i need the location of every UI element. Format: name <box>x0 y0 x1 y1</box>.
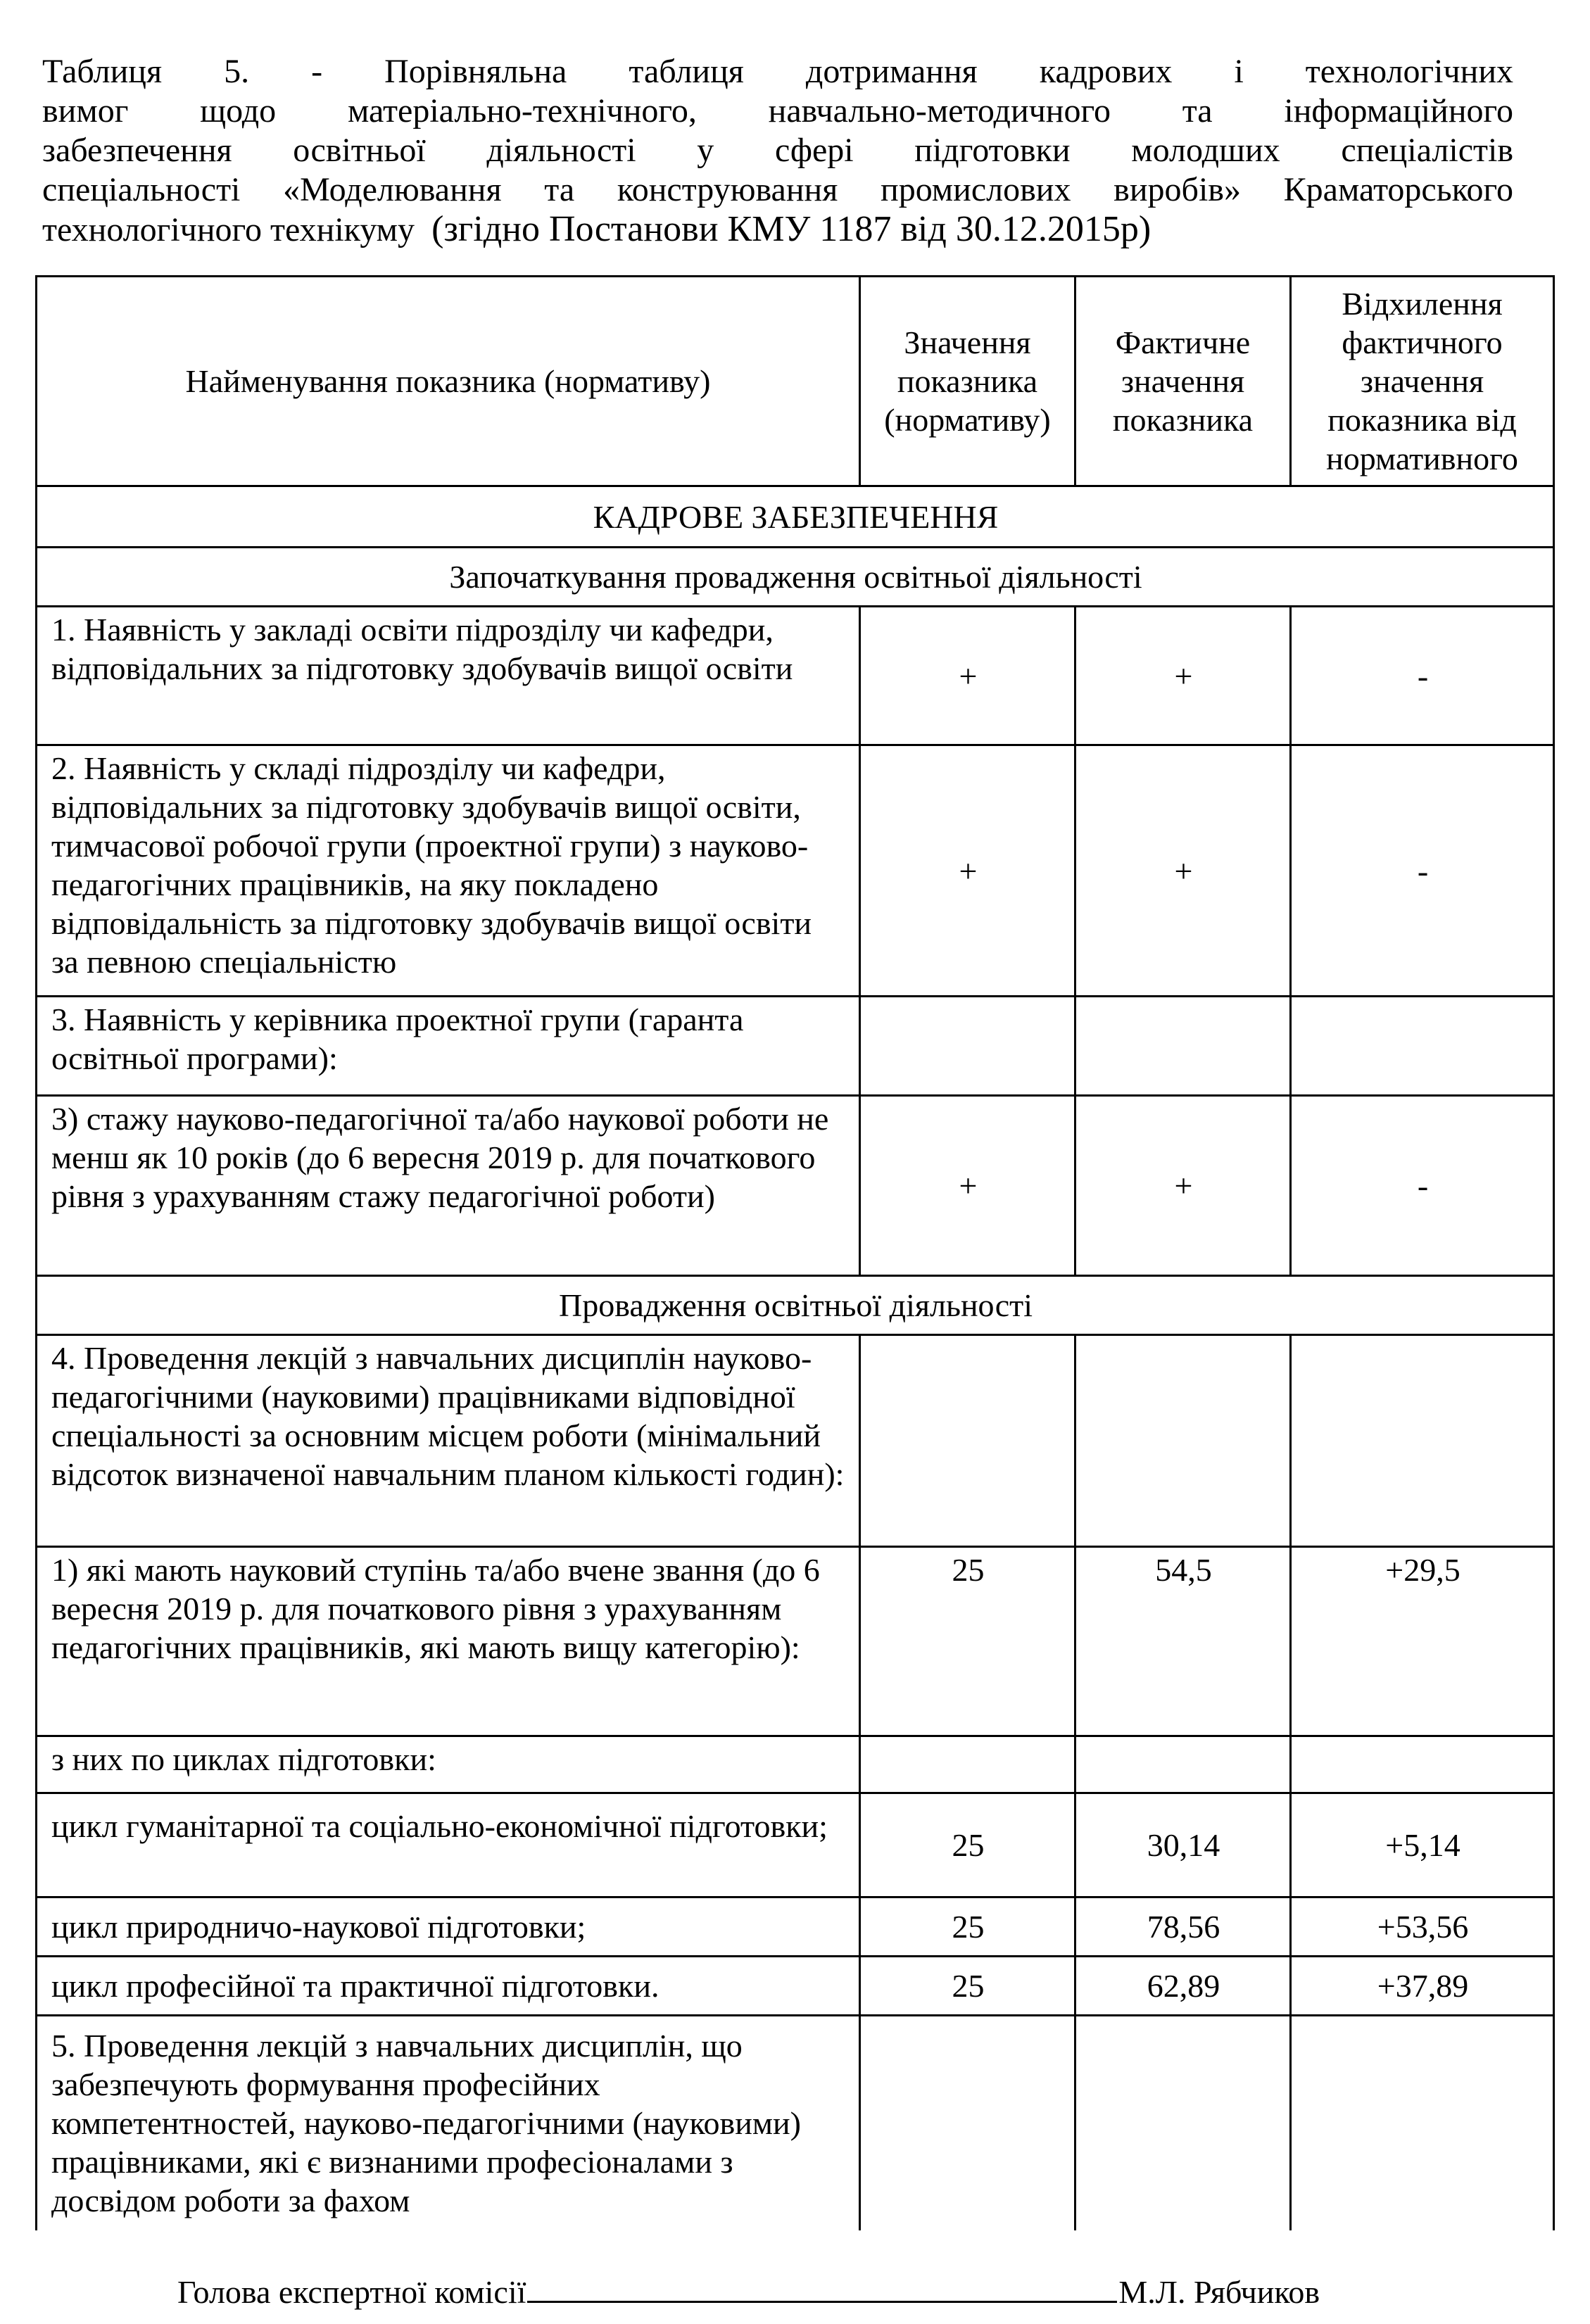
row-deviation <box>1291 1736 1554 1793</box>
row-norm: 25 <box>860 1793 1075 1897</box>
caption-line-5a: технологічного технікуму <box>42 211 415 248</box>
row-norm: + <box>860 1096 1075 1276</box>
row-actual <box>1075 1736 1291 1793</box>
table-row <box>37 1793 1554 1897</box>
row-norm: 25 <box>860 1957 1075 2016</box>
table-caption <box>42 52 1513 250</box>
row-name: 1. Наявність у закладі освіти підрозділу чи кафедри, відповідальних за підготовку здобувачів вищої освіти <box>37 607 860 745</box>
subsection-title-2: Провадження освітньої діяльності <box>37 1276 1554 1335</box>
row-norm: 25 <box>860 1897 1075 1957</box>
row-actual: 30,14 <box>1075 1793 1291 1897</box>
row-norm: + <box>860 745 1075 997</box>
row-deviation: - <box>1291 745 1554 997</box>
table-row <box>37 2016 1554 2230</box>
row-name: цикл природничо-наукової підготовки; <box>37 1897 860 1957</box>
row-name: 5. Проведення лекцій з навчальних дисциплін, що забезпечують формування професійних компетентностей, науково-педагогічними (науковими) працівниками, які є визнаними професіоналами з досвідом роботи за фахом <box>37 2016 860 2230</box>
row-norm <box>860 1736 1075 1793</box>
row-deviation: - <box>1291 1096 1554 1276</box>
row-actual: + <box>1075 1096 1291 1276</box>
table-row <box>37 1096 1554 1276</box>
row-deviation: +29,5 <box>1291 1547 1554 1736</box>
row-name: цикл професійної та практичної підготовки. <box>37 1957 860 2016</box>
header-name: Найменування показника (нормативу) <box>37 277 860 486</box>
row-name: цикл гуманітарної та соціально-економічної підготовки; <box>37 1793 860 1897</box>
table-row <box>37 745 1554 997</box>
table-row <box>37 1736 1554 1793</box>
row-deviation: - <box>1291 607 1554 745</box>
section-row <box>37 486 1554 548</box>
subsection-title-1: Започаткування провадження освітньої діяльності <box>37 548 1554 607</box>
caption-line-5b: (згідно Постанови КМУ 1187 від 30.12.2015р) <box>431 209 1152 249</box>
caption-line-2: вимог щодо матеріально-технічного, навчально-методичного та інформаційного <box>42 92 1513 130</box>
table-row <box>37 1957 1554 2016</box>
signature-line <box>527 2270 1117 2303</box>
row-norm: 25 <box>860 1547 1075 1736</box>
row-norm <box>860 2016 1075 2230</box>
header-norm: Значення показника (нормативу) <box>860 277 1075 486</box>
row-deviation <box>1291 1335 1554 1547</box>
header-deviation: Відхилення фактичного значення показника від нормативного <box>1291 277 1554 486</box>
row-deviation <box>1291 2016 1554 2230</box>
row-name: з них по циклах підготовки: <box>37 1736 860 1793</box>
caption-line-5 <box>42 210 1513 250</box>
row-actual <box>1075 997 1291 1096</box>
table-row <box>37 1335 1554 1547</box>
row-deviation: +53,56 <box>1291 1897 1554 1957</box>
caption-line-4: спеціальності «Моделювання та конструювання промислових виробів» Краматорського <box>42 171 1513 208</box>
subsection-row <box>37 548 1554 607</box>
row-norm: + <box>860 607 1075 745</box>
row-actual: + <box>1075 607 1291 745</box>
table-row <box>37 997 1554 1096</box>
signature-label: Голова експертної комісії <box>177 2274 526 2310</box>
signer-name: М.Л. Рябчиков <box>1118 2274 1320 2310</box>
caption-line-1: Таблиця 5. - Порівняльна таблиця дотримання кадрових і технологічних <box>42 53 1513 90</box>
comparison-table <box>35 275 1555 2230</box>
row-actual: 78,56 <box>1075 1897 1291 1957</box>
row-deviation: +5,14 <box>1291 1793 1554 1897</box>
section-title: КАДРОВЕ ЗАБЕЗПЕЧЕННЯ <box>37 486 1554 548</box>
table-row <box>37 607 1554 745</box>
row-actual: 54,5 <box>1075 1547 1291 1736</box>
signature-block <box>177 2270 1409 2312</box>
table-row <box>37 1547 1554 1736</box>
row-actual <box>1075 1335 1291 1547</box>
row-name: 3) стажу науково-педагогічної та/або наукової роботи не менш як 10 років (до 6 вересня 2019 р. для початкового рівня з урахуванням стажу педагогічної роботи) <box>37 1096 860 1276</box>
row-norm <box>860 1335 1075 1547</box>
header-actual: Фактичне значення показника <box>1075 277 1291 486</box>
row-name: 1) які мають науковий ступінь та/або вчене звання (до 6 вересня 2019 р. для початкового рівня з урахуванням педагогічних працівників, які мають вищу категорію): <box>37 1547 860 1736</box>
row-actual: + <box>1075 745 1291 997</box>
row-name: 3. Наявність у керівника проектної групи (гаранта освітньої програми): <box>37 997 860 1096</box>
row-actual: 62,89 <box>1075 1957 1291 2016</box>
subsection-row <box>37 1276 1554 1335</box>
row-actual <box>1075 2016 1291 2230</box>
table-row <box>37 1897 1554 1957</box>
header-row <box>37 277 1554 486</box>
row-norm <box>860 997 1075 1096</box>
row-deviation: +37,89 <box>1291 1957 1554 2016</box>
row-name: 2. Наявність у складі підрозділу чи кафедри, відповідальних за підготовку здобувачів вищої освіти, тимчасової робочої групи (проектної групи) з науково-педагогічних працівників, на яку покладено відповідальність за підготовку здобувачів вищої освіти за певною спеціальністю <box>37 745 860 997</box>
row-deviation <box>1291 997 1554 1096</box>
caption-line-3: забезпечення освітньої діяльності у сфері підготовки молодших спеціалістів <box>42 132 1513 169</box>
row-name: 4. Проведення лекцій з навчальних дисциплін науково-педагогічними (науковими) працівниками відповідної спеціальності за основним місцем роботи (мінімальний відсоток визначеної навчальним планом кількості годин): <box>37 1335 860 1547</box>
